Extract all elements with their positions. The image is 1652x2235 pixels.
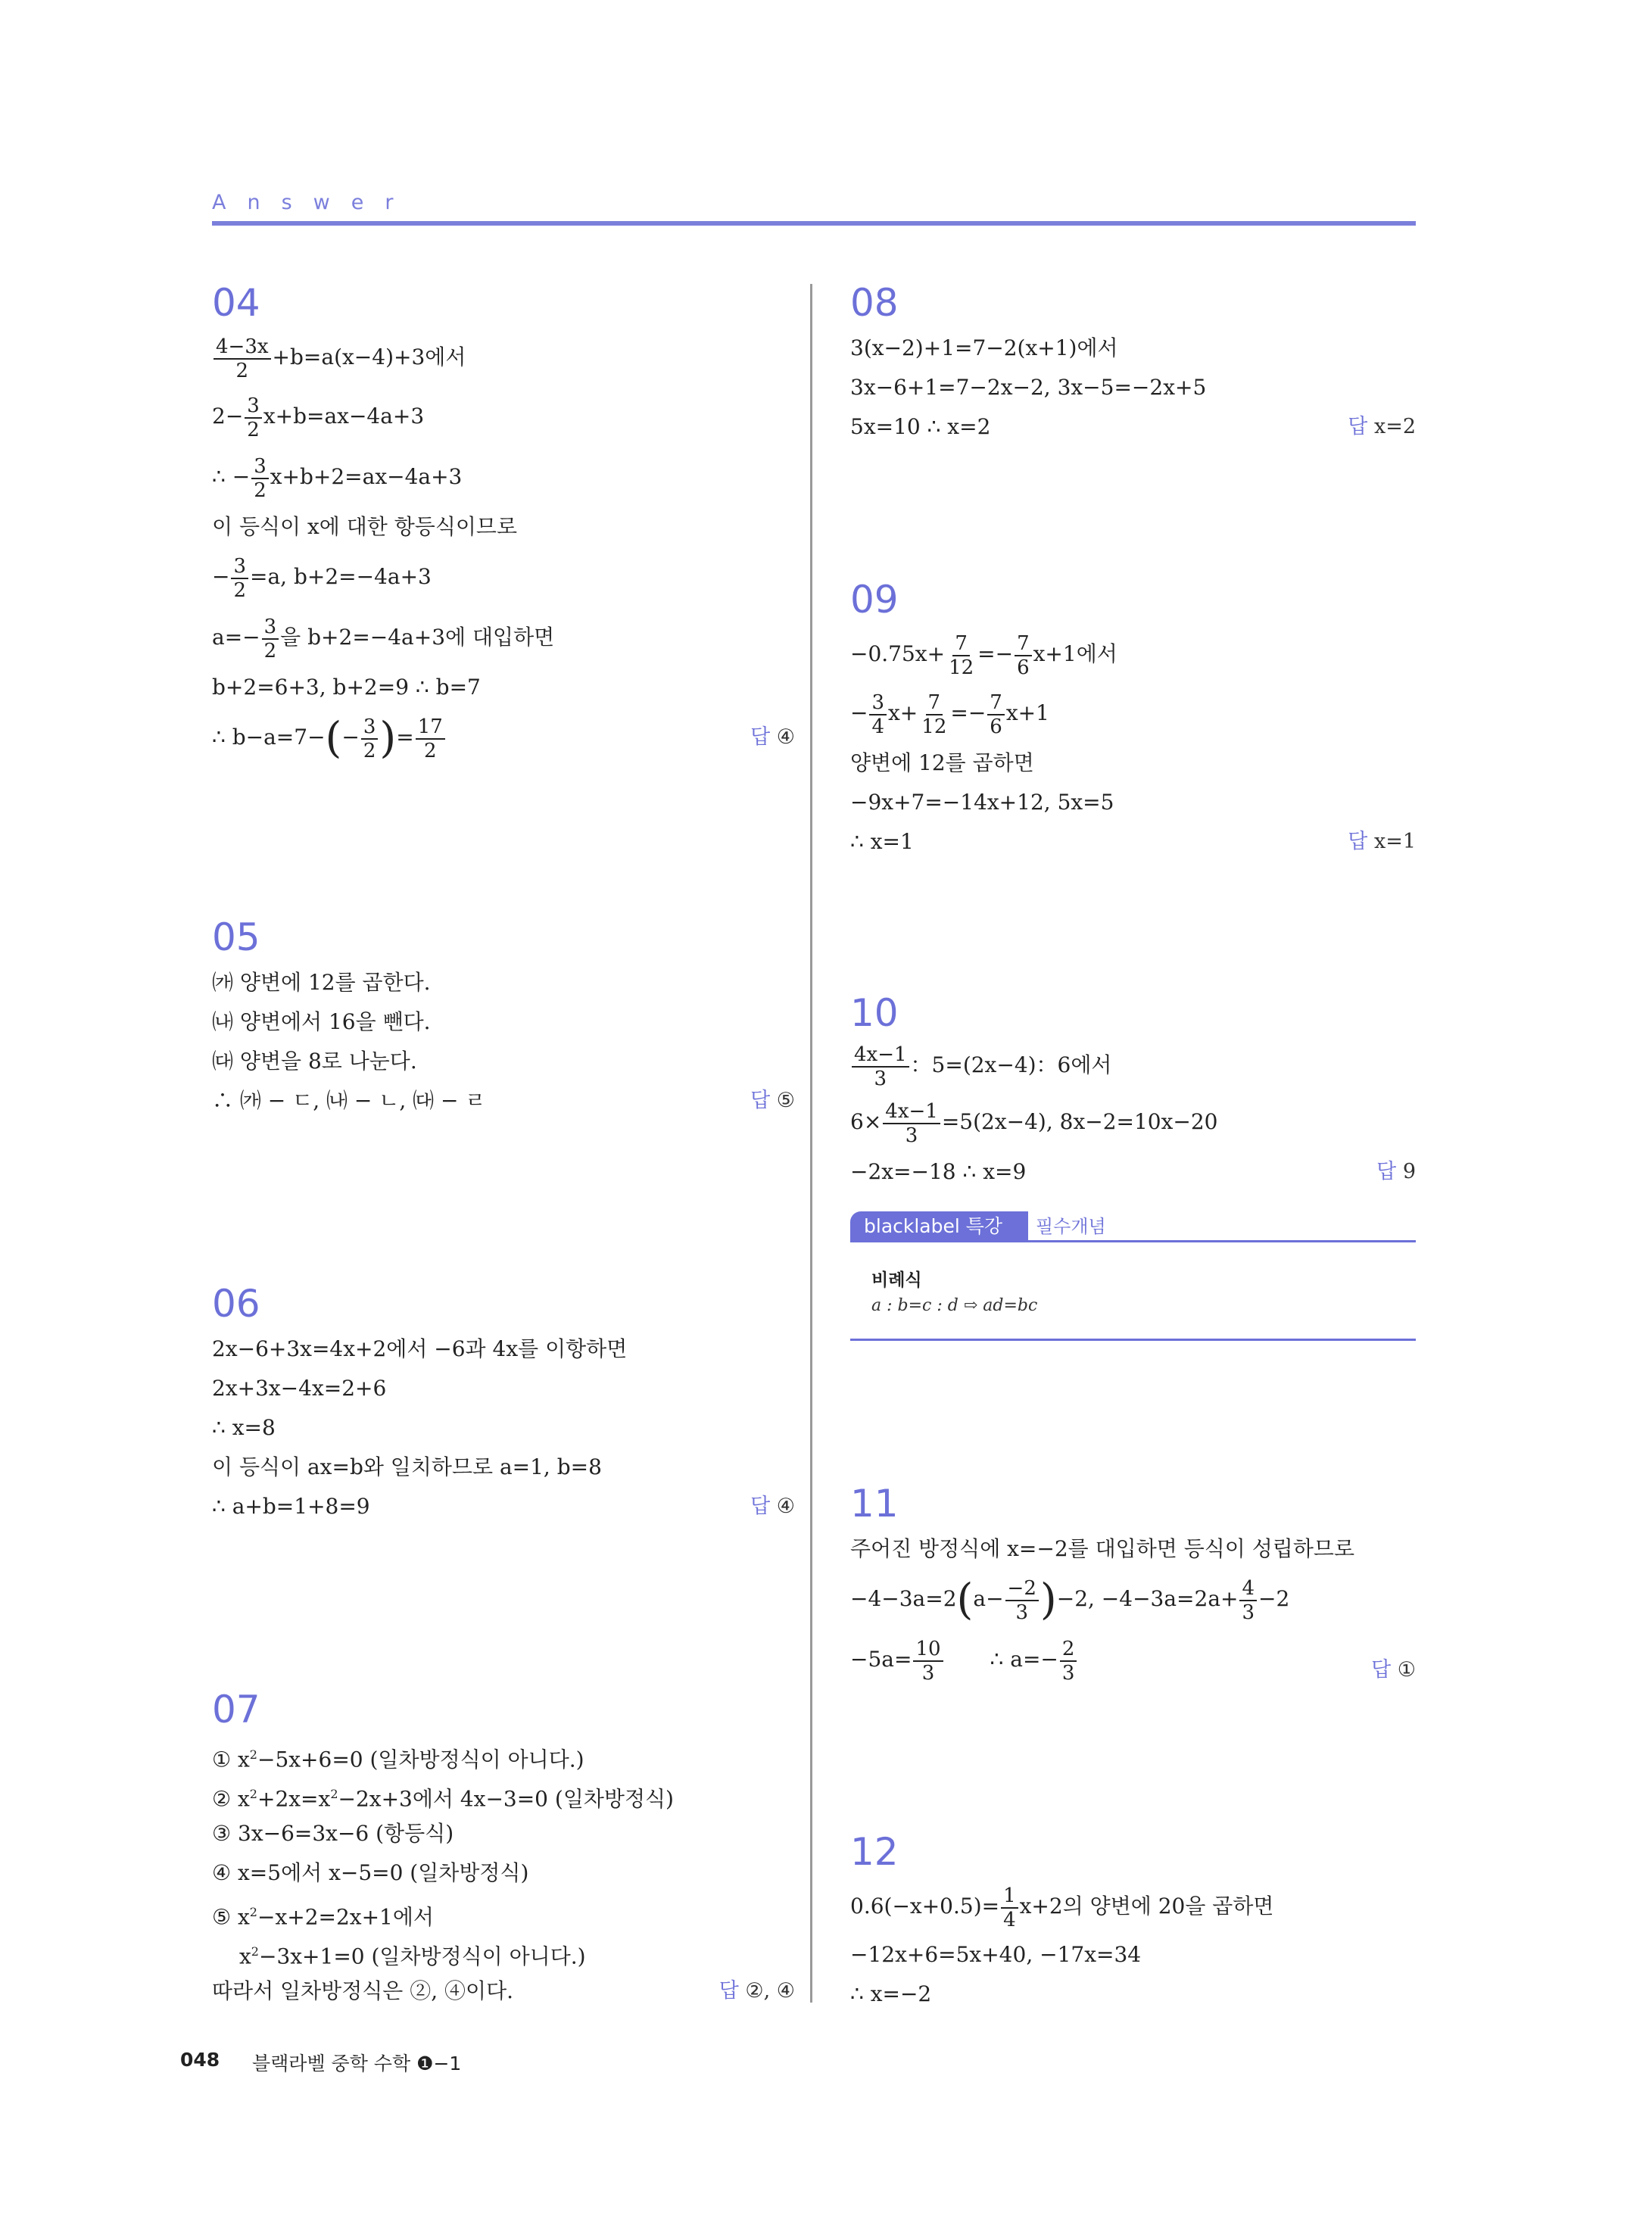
fraction: $\frac{10}{3}$ bbox=[913, 1638, 943, 1685]
fraction: $\frac{17}{2}$ bbox=[416, 715, 445, 762]
problem-04 bbox=[212, 280, 795, 768]
line: ∴ x=8 bbox=[212, 1415, 276, 1440]
problem-number: 11 bbox=[850, 1482, 899, 1526]
line: 3x−6+1=7−2x−2, 3x−5=−2x+5 bbox=[850, 375, 1207, 400]
line: ㈎ 양변에 12를 곱한다. bbox=[212, 970, 431, 995]
header-rule bbox=[212, 221, 1416, 226]
problem-11 bbox=[850, 1481, 1416, 1690]
problem-number: 12 bbox=[850, 1830, 899, 1874]
line: −2x=−18 ∴ x=9 답 9 bbox=[850, 1152, 1416, 1192]
line: ㈏ 양변에서 16을 뺀다. bbox=[212, 1009, 431, 1034]
answer-badge: 답 x=1 bbox=[1348, 830, 1416, 853]
fraction: $\frac{4-3x}{2}$ bbox=[214, 335, 271, 382]
fraction: $\frac{7}{6}$ bbox=[1015, 632, 1032, 679]
problem-08 bbox=[850, 280, 1416, 447]
line: ∴ − $\frac{3}{2}$ x+b+2=ax−4a+3 bbox=[212, 454, 463, 502]
line: 따라서 일차방정식은 ②, ④이다. 답 ②, ④ bbox=[212, 1972, 780, 2011]
section-header: Answer bbox=[212, 191, 415, 214]
line: ⑤ $x^2-x+2=2x+1$에서 bbox=[212, 1904, 434, 1930]
line: $x^2-3x+1=0$ (일차방정식이 아니다.) bbox=[239, 1944, 586, 1969]
problem-05 bbox=[212, 915, 795, 1121]
fraction: $\frac{-2}{3}$ bbox=[1005, 1577, 1039, 1624]
fraction: $\frac{4}{3}$ bbox=[1239, 1577, 1257, 1624]
fraction: $\frac{1}{4}$ bbox=[1001, 1884, 1018, 1931]
callout-title: 비례식 bbox=[871, 1270, 922, 1290]
problem-number: 06 bbox=[212, 1282, 260, 1326]
problem-number: 10 bbox=[850, 991, 899, 1035]
problem-number: 04 bbox=[212, 281, 260, 325]
callout-rule bbox=[850, 1240, 1416, 1242]
line: ㈐ 양변을 8로 나눈다. bbox=[212, 1049, 417, 1074]
fraction: $\frac{3}{2}$ bbox=[361, 715, 379, 762]
page-number: 048 bbox=[180, 2049, 220, 2071]
answer-badge: 답 ④ bbox=[750, 725, 795, 749]
problem-07 bbox=[212, 1687, 795, 2011]
concept-callout bbox=[850, 1211, 1416, 1340]
callout-bottom-rule bbox=[850, 1339, 1416, 1341]
line: − $\frac{3}{4}$ x+ $\frac{7}{12}$ =− $\frac{7}{6}$ x+1 bbox=[850, 690, 1049, 738]
line: ∴ x=1 답 x=1 bbox=[850, 822, 1416, 862]
line: $\frac{4x-1}{3}$ ：5=(2x−4)：6에서 bbox=[850, 1039, 1416, 1092]
callout-formula: a : b=c : d ⇨ ad=bc bbox=[871, 1296, 1038, 1315]
answer-badge: 답 ②, ④ bbox=[718, 1979, 795, 2003]
fraction: $\frac{3}{2}$ bbox=[231, 555, 248, 602]
line: 주어진 방정식에 x=−2를 대입하면 등식이 성립하므로 bbox=[850, 1536, 1354, 1561]
fraction: $\frac{3}{2}$ bbox=[262, 616, 279, 662]
problem-06 bbox=[212, 1281, 795, 1526]
problem-number: 07 bbox=[212, 1688, 260, 1732]
line: −9x+7=−14x+12, 5x=5 bbox=[850, 790, 1114, 815]
book-title: 블랙라벨 중학 수학 ❶−1 bbox=[252, 2053, 462, 2074]
line: 5x=10 ∴ x=2 답 x=2 bbox=[850, 407, 1416, 447]
line: 이 등식이 x에 대한 항등식이므로 bbox=[212, 514, 518, 539]
line: ① $x^2-5x+6=0$ (일차방정식이 아니다.) bbox=[212, 1747, 584, 1772]
line: ∴ x=−2 bbox=[850, 1981, 932, 2006]
line: 6× $\frac{4x-1}{3}$ =5(2x−4), 8x−2=10x−20 bbox=[850, 1099, 1218, 1147]
callout-subtab: 필수개념 bbox=[1036, 1216, 1106, 1237]
fraction: $\frac{3}{2}$ bbox=[245, 394, 262, 441]
line: $\frac{4-3x}{2}$ +b=a(x−4)+3에서 bbox=[212, 329, 780, 386]
fraction: $\frac{3}{4}$ bbox=[869, 691, 887, 738]
line: 이 등식이 ax=b와 일치하므로 a=1, b=8 bbox=[212, 1454, 602, 1479]
line: ∴ a+b=1+8=9 답 ④ bbox=[212, 1487, 780, 1526]
line: ③ 3x−6=3x−6 (항등식) bbox=[212, 1821, 454, 1846]
line: 0.6(−x+0.5)= $\frac{1}{4}$ x+2의 양변에 20을 곱하면 bbox=[850, 1884, 1274, 1931]
line: a=− $\frac{3}{2}$ 을 b+2=−4a+3에 대입하면 bbox=[212, 615, 555, 662]
fraction: $\frac{7}{12}$ bbox=[921, 690, 947, 738]
problem-number: 08 bbox=[850, 281, 899, 325]
fraction: $\frac{4x-1}{3}$ bbox=[852, 1043, 909, 1090]
line: ∴ b−a=7−(− $\frac{3}{2}$ )= $\frac{17}{2}$ 답 ④ bbox=[212, 707, 780, 768]
line: 2x−6+3x=4x+2에서 −6과 4x를 이항하면 bbox=[212, 1336, 628, 1361]
answer-badge: 답 x=2 bbox=[1348, 415, 1416, 438]
fraction: $\frac{7}{6}$ bbox=[987, 691, 1005, 738]
fraction: $\frac{2}{3}$ bbox=[1060, 1638, 1077, 1685]
fraction: $\frac{3}{2}$ bbox=[251, 455, 269, 502]
line: ∴ ㈎ − ㄷ, ㈏ − ㄴ, ㈐ − ㄹ 답 ⑤ bbox=[212, 1081, 780, 1121]
answer-badge: 답 ① bbox=[1371, 1658, 1416, 1682]
line: −5a= $\frac{10}{3}$ ∴ a=− $\frac{2}{3}$ 답 ① bbox=[850, 1629, 1416, 1690]
callout-tab: blacklabel 특강 bbox=[850, 1211, 1028, 1242]
line: −4−3a=2(a− $\frac{-2}{3}$ )−2, −4−3a=2a+ $\frac{4}{3}$ −2 bbox=[850, 1575, 1290, 1625]
problem-number: 09 bbox=[850, 578, 899, 622]
line: − $\frac{3}{2}$ =a, b+2=−4a+3 bbox=[212, 554, 432, 602]
line: 2x+3x−4x=2+6 bbox=[212, 1376, 387, 1401]
line: ④ x=5에서 x−5=0 (일차방정식) bbox=[212, 1860, 529, 1885]
answer-badge: 답 9 bbox=[1376, 1160, 1416, 1183]
line: ② $x^2+2x=x^2-2x+3$에서 4x−3=0 (일차방정식) bbox=[212, 1786, 674, 1812]
line: 양변에 12를 곱하면 bbox=[850, 750, 1034, 775]
answer-badge: 답 ⑤ bbox=[750, 1089, 795, 1112]
fraction: $\frac{7}{12}$ bbox=[949, 631, 974, 679]
column-divider bbox=[810, 284, 812, 2003]
line: 2− $\frac{3}{2}$ x+b=ax−4a+3 bbox=[212, 394, 425, 441]
line: b+2=6+3, b+2=9 ∴ b=7 bbox=[212, 675, 481, 700]
line: −12x+6=5x+40, −17x=34 bbox=[850, 1942, 1142, 1967]
fraction: $\frac{4x-1}{3}$ bbox=[883, 1100, 940, 1147]
problem-10 bbox=[850, 990, 1416, 1192]
problem-number: 05 bbox=[212, 915, 260, 959]
line: −0.75x+ $\frac{7}{12}$ =− $\frac{7}{6}$ x+1에서 bbox=[850, 631, 1117, 679]
answer-badge: 답 ④ bbox=[750, 1495, 795, 1518]
line: 3(x−2)+1=7−2(x+1)에서 bbox=[850, 335, 1118, 360]
problem-12 bbox=[850, 1829, 1416, 2014]
problem-09 bbox=[850, 577, 1416, 862]
